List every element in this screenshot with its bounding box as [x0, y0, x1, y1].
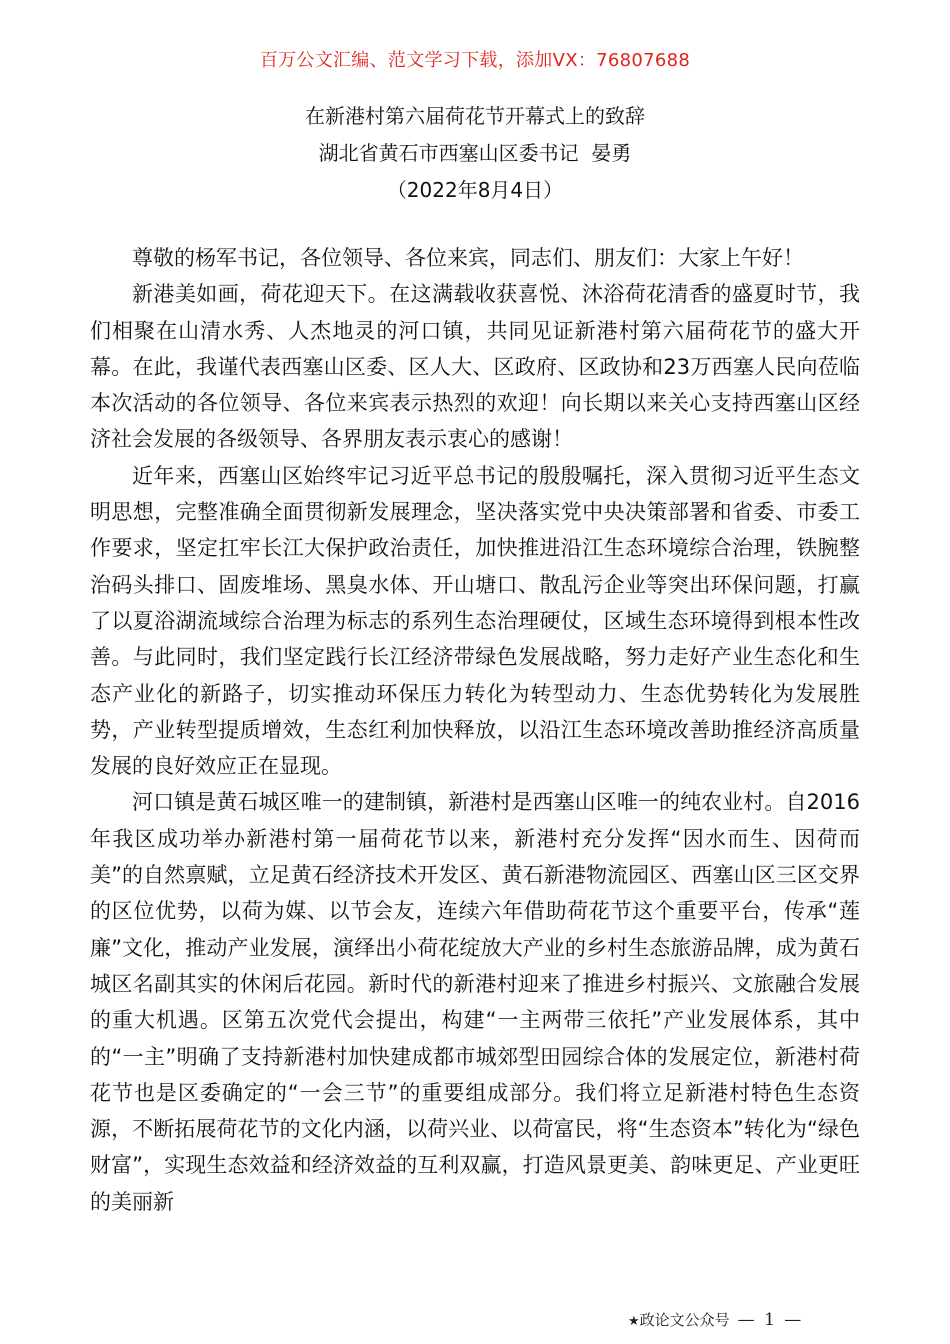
document-header: [0, 98, 950, 209]
star-icon: ★: [628, 1314, 640, 1329]
paragraph-ecology: 近年来，西塞山区始终牢记习近平总书记的殷殷嘱托，深入贯彻习近平生态文明思想，完整准确全面贯彻新发展理念，坚决落实党中央决策部署和省委、市委工作要求，坚定扛牢长江大保护政治责任，加快推进沿江生态环境综合治理，铁腕整治码头排口、固废堆场、黑臭水体、开山塘口、散乱污企业等突出环保问题，打赢了以夏浴湖流域综合治理为标志的系列生态治理硬仗，区域生态环境得到根本性改善。与此同时，我们坚定践行长江经济带绿色发展战略，努力走好产业生态化和生态产业化的新路子，切实推动环保压力转化为转型动力、生态优势转化为发展胜势，产业转型提质增效，生态红利加快释放，以沿江生态环境改善助推经济高质量发展的良好效应正在显现。: [90, 463, 860, 779]
footer-source: 政论文公众号: [639, 1311, 730, 1329]
document-body: [90, 240, 860, 1220]
watermark-banner: 百万公文汇编、范文学习下载，添加VX：76807688: [259, 50, 691, 71]
page-footer: [628, 1309, 803, 1330]
date-line: （2022年8月4日）: [386, 178, 564, 202]
paragraph-welcome: 新港美如画，荷花迎天下。在这满载收获喜悦、沐浴荷花清香的盛夏时节，我们相聚在山清水秀、人杰地灵的河口镇，共同见证新港村第六届荷花节的盛大开幕。在此，我谨代表西塞山区委、区人大、区政府、区政协和23万西塞人民向莅临本次活动的各位领导、各位来宾表示热烈的欢迎！向长期以来关心支持西塞山区经济社会发展的各级领导、各界朋友表示衷心的感谢！: [90, 282, 860, 452]
document-title: 在新港村第六届荷花节开幕式上的致辞: [305, 104, 645, 128]
paragraph-hekou: 河口镇是黄石城区唯一的建制镇，新港村是西塞山区唯一的纯农业村。自2016年我区成功举办新港村第一届荷花节以来，新港村充分发挥“因水而生、因荷而美”的自然禀赋，立足黄石经济技术开发区、黄石新港物流园区、西塞山区三区交界的区位优势，以荷为媒、以节会友，连续六年借助荷花节这个重要平台，传承“莲廉”文化，推动产业发展，演绎出小荷花绽放大产业的乡村生态旅游品牌，成为黄石城区名副其实的休闲后花园。新时代的新港村迎来了推进乡村振兴、文旅融合发展的重大机遇。区第五次党代会提出，构建“一主两带三依托”产业发展体系，其中的“一主”明确了支持新港村加快建成都市城郊型田园综合体的发展定位，新港村荷花节也是区委确定的“一会三节”的重要组成部分。我们将立足新港村特色生态资源，不断拓展荷花节的文化内涵，以荷兴业、以荷富民，将“生态资本”转化为“绿色财富”，实现生态效益和经济效益的互利双赢，打造风景更美、韵味更足、产业更旺的美丽新: [90, 790, 860, 1214]
paragraph-greeting: 尊敬的杨军书记，各位领导、各位来宾，同志们、朋友们：大家上午好！: [132, 246, 804, 270]
author-line: 湖北省黄石市西塞山区委书记 晏勇: [318, 141, 632, 165]
page-number: — 1 —: [737, 1310, 804, 1330]
